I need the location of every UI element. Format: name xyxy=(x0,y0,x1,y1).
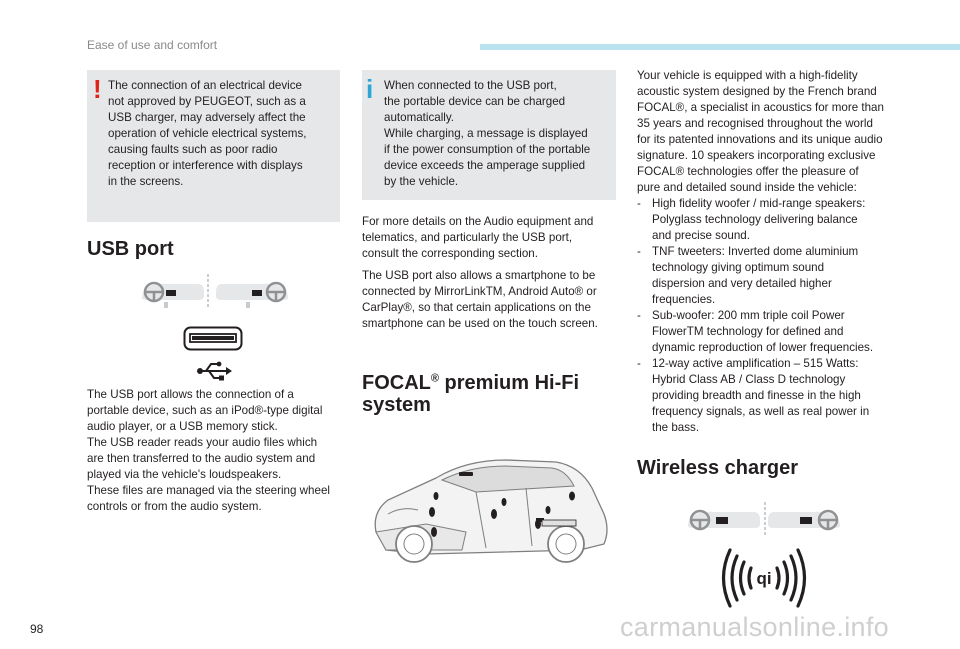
focal-title-brand: FOCAL xyxy=(362,372,431,394)
info-icon: i xyxy=(366,74,374,104)
focal-title-line2: system xyxy=(362,394,431,416)
usb-port-description: The USB port allows the connection of a portable device, such as an iPod®-type digital audio player, or a USB memory stick. The USB reader reads your audio files which are then transferred to the audio system and played via the vehicle's loudspeakers. These files are managed via the steering wheel controls or from the audio system. xyxy=(87,388,330,513)
left-dashboard-icon xyxy=(142,283,204,308)
usb-port-icon xyxy=(183,326,243,352)
qi-wireless-icon xyxy=(720,548,808,608)
section-header: Ease of use and comfort xyxy=(87,38,218,52)
car-speaker-layout-illustration xyxy=(366,440,616,568)
steering-wheel-location-icon xyxy=(140,272,290,312)
qi-label: qi xyxy=(756,569,772,588)
warning-text: The connection of an electrical device not approved by PEUGEOT, such as a USB charger, may adversely affect the operation of vehicle electrical systems, causing faults such as poor radio reception or interference with displays in the screens. xyxy=(108,79,307,188)
focal-feature-list xyxy=(637,196,907,436)
focal-heading xyxy=(362,372,579,416)
audio-reference-paragraph: For more details on the Audio equipment and telematics, and particularly the USB port, consult the corresponding section. xyxy=(362,215,594,260)
wireless-charger-location-icon xyxy=(686,500,842,540)
list-item: - 12-way active amplification – 515 Watts: Hybrid Class AB / Class D technology providing breadth and finesse in the high frequency signals, as well as real power in the bass. xyxy=(637,357,870,434)
warning-icon: ! xyxy=(93,74,102,104)
right-dashboard-icon xyxy=(216,283,288,308)
header-accent-bar xyxy=(480,44,960,50)
focal-intro-paragraph: Your vehicle is equipped with a high-fidelity acoustic system designed by the French brand FOCAL®, a specialist in acoustics for more than 35 years and recognised throughout the world for its patented innovations and its unique audio signature. 10 speakers incorporating exclusive FOCAL® technologies offer the pleasure of pure and detailed sound inside the vehicle: xyxy=(637,69,884,194)
smartphone-connection-paragraph: The USB port also allows a smartphone to be connected by MirrorLinkTM, Android Auto® or CarPlay®, so that certain applications on the smartphone can be used on the touch screen. xyxy=(362,269,598,330)
wireless-charger-heading: Wireless charger xyxy=(637,457,799,479)
info-text: When connected to the USB port, the portable device can be charged automatically. While charging, a message is displayed if the power consumption of the portable device exceeds the amperage supplied by the vehicle. xyxy=(384,79,591,188)
page-number: 98 xyxy=(30,622,44,636)
list-item: - High fidelity woofer / mid-range speakers: Polyglass technology delivering balance and precise sound. xyxy=(637,197,866,242)
list-item: - Sub-woofer: 200 mm triple coil Power FlowerTM technology for defined and dynamic reproduction of lower frequencies. xyxy=(637,309,874,354)
focal-title-rest: premium Hi-Fi xyxy=(439,372,580,394)
list-item: - TNF tweeters: Inverted dome aluminium technology giving optimum sound dispersion and very detailed higher frequencies. xyxy=(637,245,859,306)
usb-port-heading: USB port xyxy=(87,238,174,260)
watermark: carmanualsonline.info xyxy=(620,612,889,642)
focal-title-registered: ® xyxy=(430,372,439,385)
usb-symbol-icon xyxy=(196,360,232,382)
